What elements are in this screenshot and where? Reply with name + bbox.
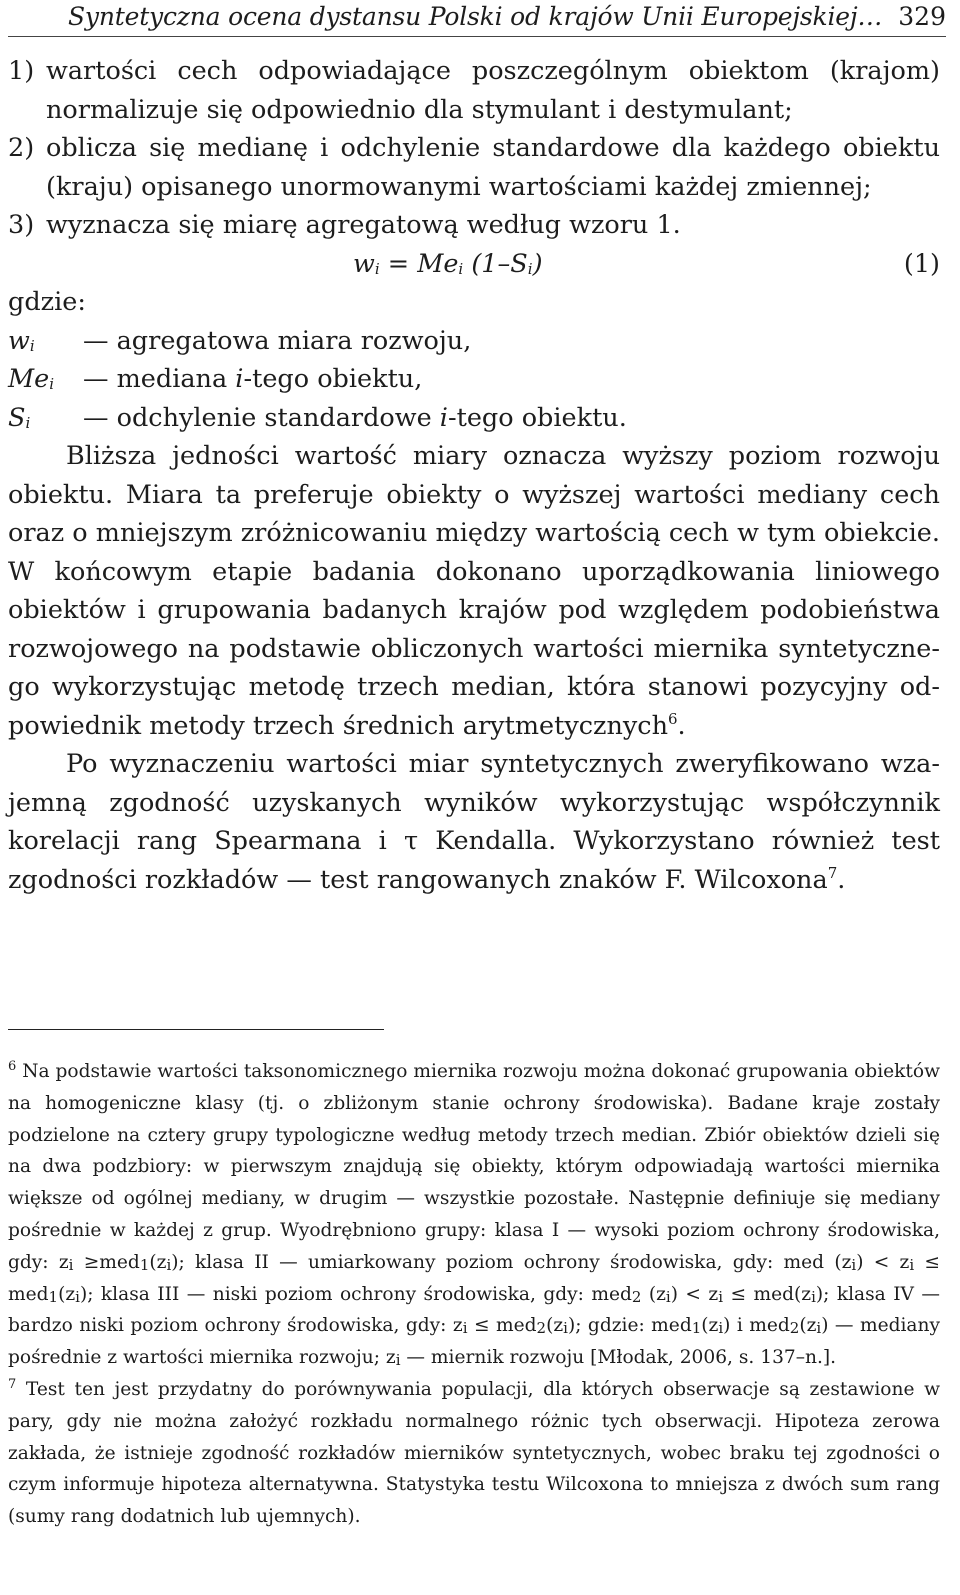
definition-pre: — odchylenie standardowe: [83, 402, 440, 433]
formula-w: w: [353, 248, 375, 279]
definition-pre: — mediana: [83, 364, 236, 394]
footnote-separator: [8, 1029, 384, 1030]
definition-italic: i: [235, 364, 244, 394]
definition-symbol: [8, 399, 30, 438]
symbol-main: Me: [8, 364, 50, 394]
formula-paren-close: ): [532, 248, 543, 279]
formula-paren-open: (1–: [463, 248, 511, 279]
definition-row: [8, 322, 940, 361]
paragraph: [8, 745, 940, 899]
paragraph-text: Bliższa jedności wartość miary oznacza wyższy poziom rozwoju obiektu. Miara ta preferuje obiekty o wyższej wartości mediany cech oraz o mniejszym zróżnicowaniu między wartością cech w tym obiekcie. W końcowym etapie badania dokonano uporządkowania liniowego obiektów i grupowania badanych krajów pod względem podobieństwa rozwojowego na podstawie obliczonych wartości miernika syntetycznego wykorzystując metodę trzech median, która stanowi pozycyjny odpowiednik metody trzech średnich arytmetycznych: [8, 441, 940, 741]
footnote-text: (z: [701, 1315, 719, 1337]
running-header: [8, 0, 946, 37]
footnote-sub: i: [851, 1255, 857, 1274]
footnote-sub: i: [816, 1319, 822, 1338]
footnote-text: ) < z: [670, 1283, 719, 1305]
footnote-text: ≤ med: [8, 1251, 941, 1305]
definition-symbol: [8, 322, 35, 361]
footnote-sub: i: [166, 1255, 172, 1274]
list-text: oblicza się medianę i odchylenie standardowe dla każdego obiektu (kraju) opisanego unormowanymi wartościami każdej zmiennej;: [46, 133, 940, 202]
page-number: 329: [898, 2, 946, 31]
footnote-text: Test ten jest przydatny do porównywania populacji, dla których obserwacje są zestawione w pary, gdy nie można założyć rozkładu normalnego różnic tych obserwacji. Hipoteza zerowa zakłada, że istnieje zgodność rozkładów mierników syntetycznych, wobec braku tej zgodności o czym informuje hipoteza alternatywna. Statystyka testu Wilcoxona to mniejsza z dwóch sum rang (sumy rang dodatnich lub ujemnych).: [8, 1378, 940, 1528]
list-item: [8, 52, 940, 129]
formula-s: S: [510, 248, 528, 279]
footnote-sub: i: [718, 1287, 724, 1306]
paragraph-text: Po wyznaczeniu wartości miar syntetycznych zweryfikowano wzajemną zgodność uzyskanych wyników wykorzystując współczynnik korelacji rang Spearmana i τ Kendalla. Wykorzystano również test zgodności rozkładów — test rangowanych znaków F. Wilcoxona: [8, 749, 940, 895]
definition-row: [8, 399, 940, 438]
footnote-sub: 1: [691, 1319, 702, 1338]
footnote: [8, 1374, 940, 1533]
footnote-sub: i: [395, 1351, 401, 1370]
footnote-text: — miernik rozwoju [Młodak, 2006, s. 137–n.].: [400, 1347, 837, 1369]
symbol-main: w: [8, 325, 30, 356]
footnote-sub: 1: [48, 1287, 59, 1306]
footnote-text: ≥med: [73, 1251, 140, 1273]
definition-text: [83, 322, 471, 361]
list-number: 2): [8, 133, 35, 163]
footnote-text: ); klasa IV — bardzo niski poziom ochrony środowiska, gdy: z: [8, 1283, 940, 1337]
footnote-text: ); klasa III — niski poziom ochrony środowiska, gdy: med: [79, 1283, 632, 1305]
footnote-sub: 2: [631, 1287, 642, 1306]
footnote-text: (z: [149, 1251, 167, 1273]
footnote-text: Na podstawie wartości taksonomicznego miernika rozwoju można dokonać grupowania obiektów na homogeniczne klasy (tj. o zbliżonym stanie ochrony środowiska). Badane kraje zostały podzielone na cztery grupy typologiczne według metody trzech median. Zbiór obiektów dzieli się na dwa podzbiory: w pierwszym znajdują się obiekty, którym odpowiadają wartości miernika większe od ogólnej mediany, w drugim — wszystkie pozostałe. Następnie definiuje się mediany pośrednie w każdej z grup. Wyodrębniono grupy: klasa I — wysoki poziom ochrony środowiska, gdy: z: [8, 1061, 940, 1273]
footnote-text: (z: [58, 1283, 76, 1305]
footnote-sub: 2: [789, 1319, 800, 1338]
footnote-text: ≤ med: [467, 1315, 537, 1337]
list-number: 1): [8, 56, 35, 86]
footnote-mark: 6: [8, 1059, 17, 1074]
symbol-sub: i: [29, 336, 35, 355]
symbol-main: S: [8, 402, 26, 433]
where-label: gdzie:: [8, 287, 86, 317]
formula-eq: =: [379, 248, 418, 279]
footnote-text: ) — mediany pośrednie z wartości miernika rozwoju; z: [8, 1315, 940, 1369]
symbol-sub: i: [49, 375, 55, 393]
formula-number: (1): [903, 248, 940, 279]
footnotes: [8, 1056, 940, 1533]
formula-1: [8, 245, 940, 284]
paragraph-end: .: [677, 710, 686, 741]
paragraph: [8, 437, 940, 745]
list-number: 3): [8, 210, 35, 240]
footnote-sub: 2: [536, 1319, 547, 1338]
formula-me-sub: i: [458, 259, 464, 278]
footnote-text: (z: [546, 1315, 564, 1337]
definition-text: [83, 399, 627, 438]
main-text: [8, 52, 940, 899]
symbol-sub: i: [25, 413, 31, 432]
footnote-text: ); klasa II — umiarkowany poziom ochrony środowiska, gdy: med (z: [171, 1251, 852, 1273]
list-text: wyznacza się miarę agregatową według wzoru 1.: [46, 210, 681, 240]
footnote-sub: i: [75, 1287, 80, 1306]
list-item: [8, 206, 940, 245]
definition-text: [83, 360, 422, 399]
definition-row: [8, 360, 940, 399]
list-text: wartości cech odpowiadające poszczególnym obiektom (krajom) normalizuje się odpowiednio dla stymulant i destymulant;: [46, 56, 940, 125]
footnote-sub: i: [909, 1255, 915, 1274]
definition-post: -tego obiektu,: [243, 364, 423, 394]
footnote-text: ≤ med(z: [723, 1283, 812, 1305]
footnote-sub: 1: [139, 1255, 150, 1274]
definition-symbol: [8, 360, 54, 399]
definition-pre: — agregatowa miara rozwoju,: [83, 325, 472, 356]
footnote-sub: i: [563, 1319, 568, 1338]
footnote: [8, 1056, 940, 1374]
footnote-ref: 6: [668, 709, 678, 728]
footnote-sub: i: [665, 1287, 671, 1306]
formula-expression: [353, 245, 543, 284]
footnote-sub: i: [718, 1319, 724, 1338]
paragraph-end: .: [837, 864, 846, 895]
footnote-text: ); gdzie: med: [567, 1315, 692, 1337]
formula-w-sub: i: [374, 259, 380, 278]
definition-post: -tego obiektu.: [447, 402, 627, 433]
footnote-mark: 7: [8, 1376, 17, 1392]
footnote-text: ) < z: [856, 1251, 910, 1273]
formula-s-sub: i: [527, 259, 533, 278]
footnote-text: ) i med: [723, 1315, 790, 1337]
running-title: Syntetyczna ocena dystansu Polski od krajów Unii Europejskiej…: [68, 2, 883, 31]
footnote-text: (z: [641, 1283, 666, 1305]
list-item: [8, 129, 940, 206]
formula-me: Me: [417, 248, 459, 279]
footnote-text: (z: [799, 1315, 817, 1337]
footnote-sub: i: [68, 1255, 74, 1274]
footnote-sub: i: [462, 1319, 468, 1338]
definition-italic: i: [439, 402, 448, 433]
footnote-ref: 7: [827, 863, 838, 882]
footnote-sub: i: [811, 1287, 816, 1306]
